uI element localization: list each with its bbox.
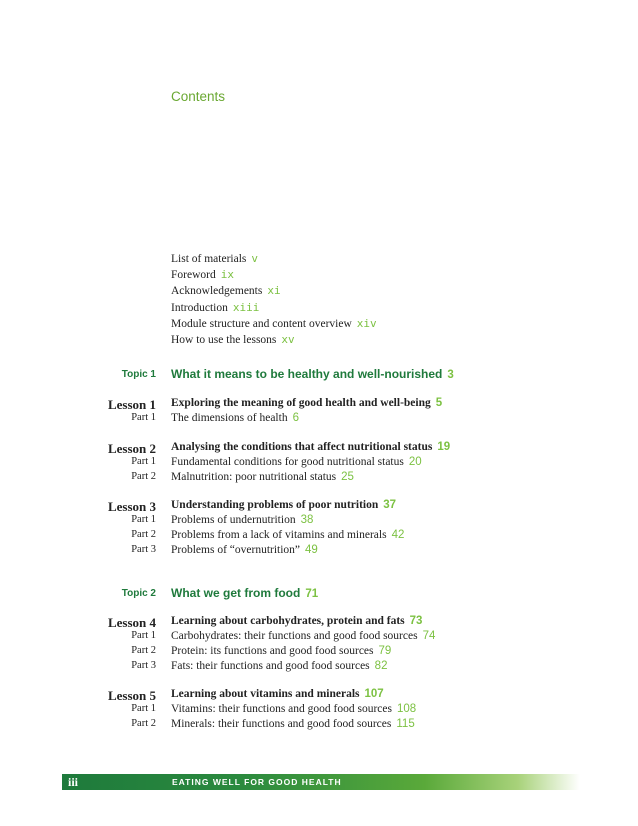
page-number: 71: [305, 588, 319, 600]
entry-title: Module structure and content overview: [171, 317, 352, 330]
footer-title: EATING WELL FOR GOOD HEALTH: [172, 777, 342, 787]
lesson-label: Lesson 3: [107, 499, 156, 514]
toc-part[interactable]: [0, 703, 638, 718]
topic-title: [171, 586, 318, 600]
toc-entry[interactable]: [171, 251, 377, 267]
page-number: 38: [300, 514, 314, 526]
toc-part[interactable]: [0, 718, 638, 733]
page-number: 37: [383, 499, 397, 511]
front-matter-list: [171, 251, 377, 348]
part-label: Part 2: [131, 529, 156, 540]
page-number: 3: [447, 369, 454, 381]
toc-part[interactable]: [0, 529, 638, 544]
toc-entry[interactable]: [171, 316, 377, 332]
toc-part[interactable]: [0, 630, 638, 645]
lesson-title-text: Learning about carbohydrates, protein and fats: [171, 615, 405, 627]
part-title-text: Minerals: their functions and good food sources: [171, 718, 392, 730]
part-title: [171, 630, 435, 642]
page-number: 20: [408, 456, 422, 468]
page-number: v: [251, 252, 258, 265]
part-label: Part 2: [131, 645, 156, 656]
toc-topic-2[interactable]: [0, 586, 638, 601]
page-number: xiv: [356, 316, 377, 330]
part-label: Part 3: [131, 660, 156, 671]
part-label: Part 2: [131, 718, 156, 729]
page-number: 107: [364, 688, 384, 700]
entry-title: Acknowledgements: [171, 285, 263, 298]
lesson-title-text: Learning about vitamins and minerals: [171, 688, 360, 700]
part-title: [171, 529, 404, 541]
part-title-text: Fundamental conditions for good nutritional status: [171, 456, 404, 468]
toc-part[interactable]: [0, 514, 638, 529]
toc-part[interactable]: [0, 544, 638, 559]
part-label: Part 1: [131, 456, 156, 467]
part-title: [171, 514, 313, 526]
toc-lesson-4[interactable]: [0, 615, 638, 630]
part-title: [171, 456, 422, 468]
part-title: [171, 544, 318, 556]
toc-part[interactable]: [0, 412, 638, 427]
part-title-text: Problems from a lack of vitamins and minerals: [171, 529, 387, 541]
lesson-label: Lesson 1: [107, 397, 156, 412]
footer-page-number: iii: [68, 775, 79, 789]
lesson-label: Lesson 4: [107, 615, 156, 630]
lesson-title: [171, 397, 442, 409]
entry-title: Introduction: [171, 301, 228, 314]
toc-entry[interactable]: [171, 267, 377, 283]
part-label: Part 3: [131, 544, 156, 555]
part-label: Part 1: [131, 630, 156, 641]
lesson-title: [171, 499, 396, 511]
part-title: [171, 718, 415, 730]
toc-part[interactable]: [0, 471, 638, 486]
part-title: [171, 471, 354, 483]
part-label: Part 1: [131, 703, 156, 714]
part-title: [171, 645, 391, 657]
page-number: ix: [220, 268, 234, 282]
part-title: [171, 412, 299, 424]
part-title-text: Problems of undernutrition: [171, 514, 296, 526]
toc-lesson-3[interactable]: [0, 499, 638, 514]
page-number: xi: [267, 284, 281, 298]
page-number: 115: [396, 718, 415, 730]
part-label: Part 1: [131, 412, 156, 423]
toc-entry[interactable]: [171, 332, 377, 348]
topic-title: [171, 367, 454, 381]
page-number: 82: [374, 660, 388, 672]
part-title-text: Fats: their functions and good food sources: [171, 660, 370, 672]
toc-part[interactable]: [0, 660, 638, 675]
part-title-text: Protein: its functions and good food sources: [171, 645, 374, 657]
topic-label: Topic 1: [121, 369, 156, 380]
page-number: 79: [378, 645, 392, 657]
toc-lesson-2[interactable]: [0, 441, 638, 456]
toc-lesson-1[interactable]: [0, 397, 638, 412]
page-number: xv: [281, 333, 295, 347]
part-title-text: Carbohydrates: their functions and good food sources: [171, 630, 418, 642]
part-title: [171, 660, 387, 672]
lesson-title-text: Exploring the meaning of good health and well-being: [171, 397, 431, 409]
part-label: Part 2: [131, 471, 156, 482]
page-number: 73: [409, 615, 423, 627]
toc-part[interactable]: [0, 456, 638, 471]
lesson-title-text: Understanding problems of poor nutrition: [171, 499, 379, 511]
lesson-title: [171, 688, 384, 700]
part-title: [171, 703, 416, 715]
part-title-text: Malnutrition: poor nutritional status: [171, 471, 337, 483]
page-number: 49: [305, 544, 318, 556]
page-number: 25: [341, 471, 354, 483]
lesson-title-text: Analysing the conditions that affect nutritional status: [171, 441, 433, 453]
part-title-text: Problems of “overnutrition”: [171, 544, 301, 556]
toc-entry[interactable]: [171, 283, 377, 299]
topic-label: Topic 2: [121, 588, 156, 599]
toc-part[interactable]: [0, 645, 638, 660]
lesson-title: [171, 441, 450, 453]
page-number: 19: [437, 441, 451, 453]
lesson-label: Lesson 2: [107, 441, 156, 456]
page-number: 108: [396, 703, 417, 715]
page-number: 74: [422, 630, 436, 642]
entry-title: Foreword: [171, 269, 216, 282]
page-number: 6: [292, 412, 299, 424]
lesson-title: [171, 615, 422, 627]
page-number: 42: [391, 529, 405, 541]
topic-title-text: What we get from food: [171, 586, 301, 600]
page-number: xiii: [232, 300, 260, 314]
part-label: Part 1: [131, 514, 156, 525]
part-title-text: Vitamins: their functions and good food sources: [171, 703, 392, 715]
toc-lesson-5[interactable]: [0, 688, 638, 703]
toc-topic-1[interactable]: [0, 367, 638, 382]
page-number: 5: [435, 397, 443, 409]
entry-title: List of materials: [171, 253, 247, 265]
part-title-text: The dimensions of health: [171, 412, 288, 424]
topic-title-text: What it means to be healthy and well-nourished: [171, 367, 443, 381]
page-title: Contents: [171, 89, 226, 104]
lesson-label: Lesson 5: [107, 688, 156, 703]
entry-title: How to use the lessons: [171, 334, 277, 347]
footer-bar: [62, 774, 580, 790]
toc-entry[interactable]: [171, 300, 377, 316]
